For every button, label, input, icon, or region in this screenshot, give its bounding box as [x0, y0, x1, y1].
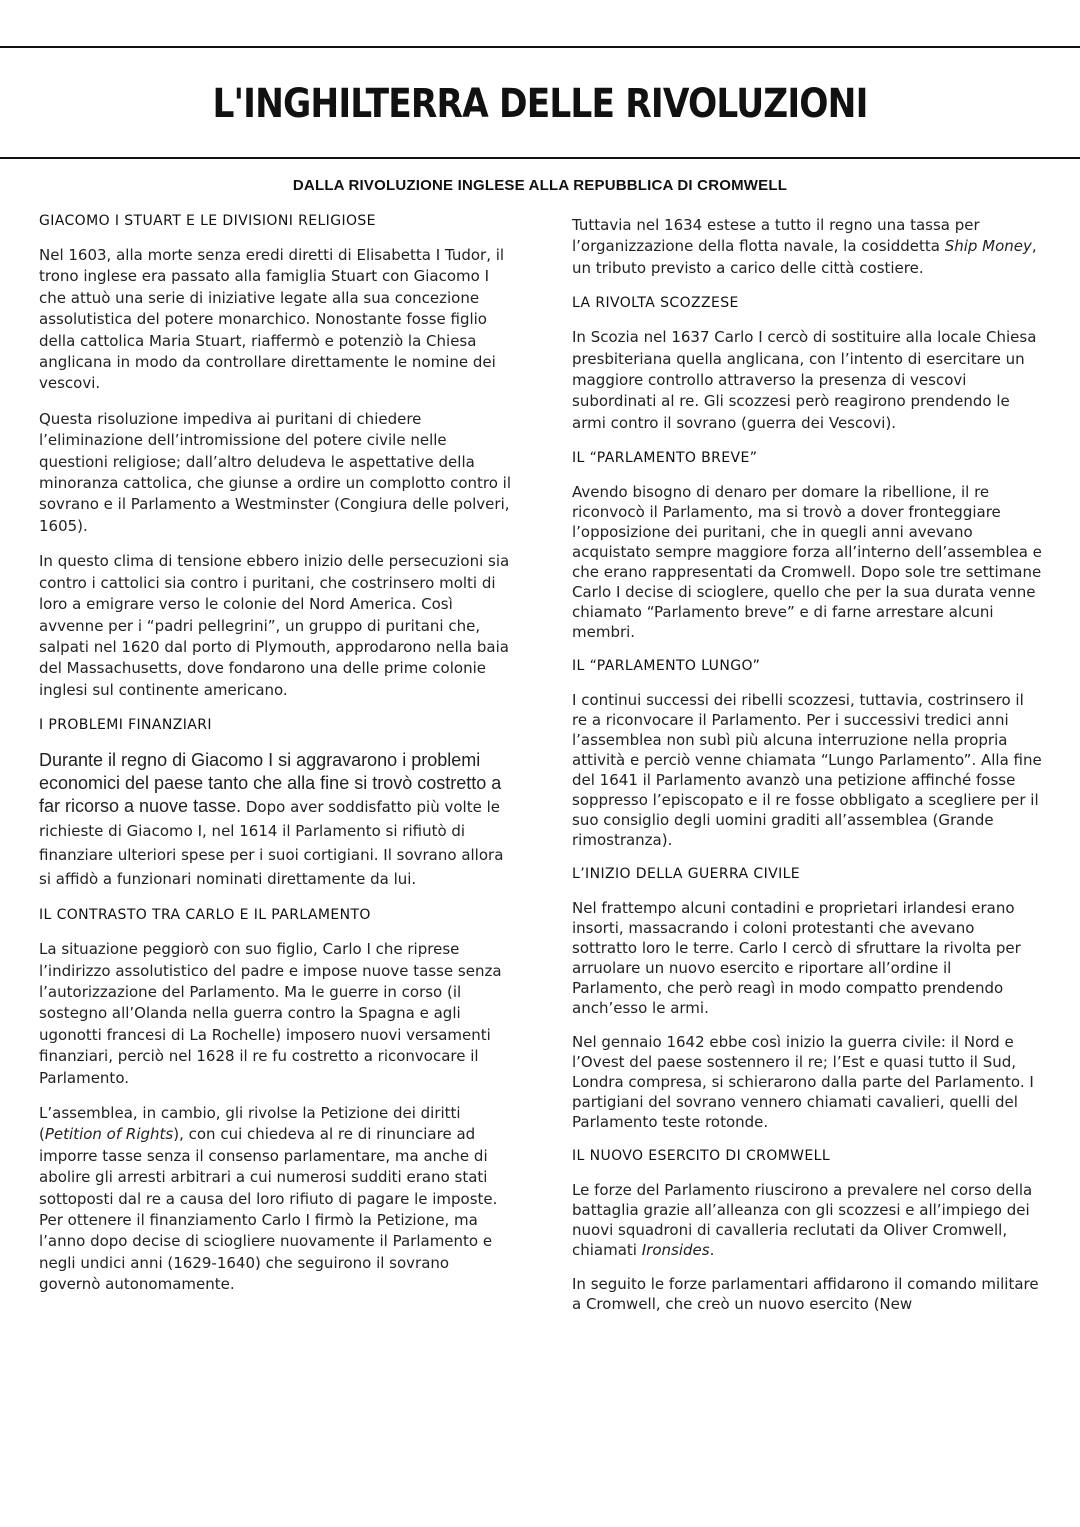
petition-of-rights-term: Petition of Rights	[44, 1125, 174, 1144]
section-heading-breve: IL “PARLAMENTO BREVE”	[572, 450, 758, 467]
paragraph-problemi-rest: Dopo aver soddisfatto più volte le richieste di Giacomo I, nel 1614 il Parlamento si rifiutò di finanziare ulteriori spese per i suoi cortigiani. Il sovrano allora si affidò a funzionari nominati direttamente da lui.	[39, 798, 504, 889]
top-rule	[0, 46, 1080, 48]
section-heading-guerra: L’INIZIO DELLA GUERRA CIVILE	[572, 866, 801, 883]
paragraph-lungo: I continui successi dei ribelli scozzesi, tuttavia, costrinsero il re a riconvocare il Parlamento. Per i successivi tredici anni l’assemblea non subì più alcuna interruzione nella propria attività e perciò venne chiamata “Lungo Parlamento”. Alla fine del 1641 il Parlamento avanzò una petizione affinché fosse soppresso l’episcopato e il re fosse obbligato a scegliere per il suo consiglio degli uomini graditi all’assemblea (Grande rimostranza).	[572, 691, 1042, 850]
paragraph-giacomo-2: Questa risoluzione impediva ai puritani di chiedere l’eliminazione dell’intromissione del potere civile nelle questioni religiose; dall’altro deludeva le aspettative della minoranza cattolica, che giunse a ordire un complotto contro il sovrano e il Parlamento a Westminster (Congiura delle polveri, 1605).	[39, 409, 512, 535]
paragraph-esercito-1	[572, 1180, 1042, 1260]
ironsides-term: Ironsides	[641, 1241, 710, 1260]
paragraph-breve: Avendo bisogno di denaro per domare la ribellione, il re riconvocò il Parlamento, ma si trovò a dover fronteggiare l’opposizione dei puritani, che in quegli anni avevano acquistato sempre maggiore forza all’interno dell’assemblea e che erano rappresentati da Cromwell. Dopo sole tre settimane Carlo I decise di scioglere, quello che per la sua durata venne chiamato “Parlamento breve” e di farne arrestare alcuni membri.	[572, 483, 1042, 642]
section-heading-problemi: I PROBLEMI FINANZIARI	[39, 717, 212, 734]
page-subtitle: DALLA RIVOLUZIONE INGLESE ALLA REPUBBLICA DI CROMWELL	[292, 177, 788, 194]
paragraph-contrasto-2-a: L’assemblea, in cambio, gli rivolse la Petizione dei diritti (	[39, 1103, 461, 1144]
section-heading-giacomo: GIACOMO I STUART E LE DIVISIONI RELIGIOSE	[39, 213, 376, 229]
page-title: L'INGHILTERRA DELLE RIVOLUZIONI	[212, 81, 868, 127]
paragraph-ship-money-c: , un tributo previsto a carico delle città costiere.	[572, 237, 1037, 277]
paragraph-contrasto-1: La situazione peggiorò con suo figlio, Carlo I che riprese l’indirizzo assolutistico del padre e impose nuove tasse senza l’autorizzazione del Parlamento. Ma le guerre in corso (il sostegno all’Olanda nella guerra contro la Spagna e agli ugonotti francesi di La Rochelle) imposero nuovi versamenti finanziari, perciò nel 1628 il re fu costretto a riconvocare il Parlamento.	[39, 940, 502, 1087]
bottom-rule	[0, 157, 1080, 159]
section-heading-lungo: IL “PARLAMENTO LUNGO”	[572, 658, 761, 675]
paragraph-esercito-1-c: .	[709, 1241, 715, 1260]
paragraph-problemi	[39, 749, 511, 891]
paragraph-contrasto-2-c: ), con cui chiedeva al re di rinunciare ad imporre tasse senza il consenso parlamentare, ma anche di abolire gli arresti arbitrari a cui numerosi sudditi erano stati sottoposti dal re a causa del loro rifiuto di pagare le imposte. Per ottenere il finanziamento Carlo I firmò la Petizione, ma l’anno dopo decise di sciogliere nuovamente il Parlamento e negli undici anni (1629-1640) che seguirono il sovrano governò autonomamente.	[39, 1125, 498, 1294]
paragraph-rivolta: In Scozia nel 1637 Carlo I cercò di sostituire alla locale Chiesa presbiteriana quella anglicana, con l’intento di esercitare un maggiore controllo attraverso la presenza di vescovi subordinati al re. Gli scozzesi però reagirono prendendo le armi contro il sovrano (guerra dei Vescovi).	[572, 328, 1037, 432]
section-heading-rivolta: LA RIVOLTA SCOZZESE	[572, 295, 739, 312]
paragraph-guerra-2: Nel gennaio 1642 ebbe così inizio la guerra civile: il Nord e l’Ovest del paese sostennero il re; l’Est e quasi tutto il Sud, Londra compresa, si schierarono dalla parte del Parlamento. I partigiani del sovrano vennero chiamati cavalieri, quelli del Parlamento teste rotonde.	[572, 1033, 1034, 1132]
ship-money-term: Ship Money	[944, 237, 1032, 256]
left-column	[39, 211, 511, 1310]
paragraph-esercito-1-a: Le forze del Parlamento riuscirono a prevalere nel corso della battaglia grazie all’alleanza con gli scozzesi e all’impiego dei nuovi squadroni di cavalleria reclutati da Oliver Cromwell, chiamati	[572, 1181, 1033, 1260]
paragraph-ship-money	[572, 215, 1042, 279]
right-column	[572, 215, 1042, 1328]
paragraph-esercito-2: In seguito le forze parlamentari affidarono il comando militare a Cromwell, che creò un nuovo esercito (New	[572, 1275, 1039, 1314]
paragraph-giacomo-1: Nel 1603, alla morte senza eredi diretti di Elisabetta I Tudor, il trono inglese era passato alla famiglia Stuart con Giacomo I che attuò una serie di iniziative legate alla sua concezione assolutistica del potere monarchico. Nonostante fosse figlio della cattolica Maria Stuart, riaffermò e potenziò la Chiesa anglicana in modo da controllare direttamente le nomine dei vescovi.	[39, 246, 505, 393]
paragraph-ship-money-a: Tuttavia nel 1634 estese a tutto il regno una tassa per l’organizzazione della flotta navale, la cosiddetta	[572, 216, 980, 256]
paragraph-giacomo-3: In questo clima di tensione ebbero inizio delle persecuzioni sia contro i cattolici sia contro i puritani, che costrinsero molti di loro a emigrare verso le colonie del Nord America. Così avvenne per i “padri pellegrini”, un gruppo di puritani che, salpati nel 1620 dal porto di Plymouth, approdarono nella baia del Massachusetts, dove fondarono una delle prime colonie inglesi sul continente americano.	[39, 552, 510, 699]
section-heading-esercito: IL NUOVO ESERCITO DI CROMWELL	[572, 1148, 831, 1165]
section-heading-contrasto: IL CONTRASTO TRA CARLO E IL PARLAMENTO	[39, 907, 371, 924]
paragraph-contrasto-2	[39, 1103, 511, 1296]
paragraph-guerra-1: Nel frattempo alcuni contadini e proprietari irlandesi erano insorti, massacrando i coloni protestanti che avevano sottratto loro le terre. Carlo I cercò di sfruttare la rivolta per arruolare un nuovo esercito e riportare all’ordine il Parlamento, che però reagì in modo compatto prendendo anch’esso le armi.	[572, 899, 1021, 1018]
paragraph-problemi-highlight: Durante il regno di Giacomo I si aggravarono i problemi economici del paese tanto che alla fine si trovò costretto a far ricorso a nuove tasse.	[39, 750, 502, 817]
